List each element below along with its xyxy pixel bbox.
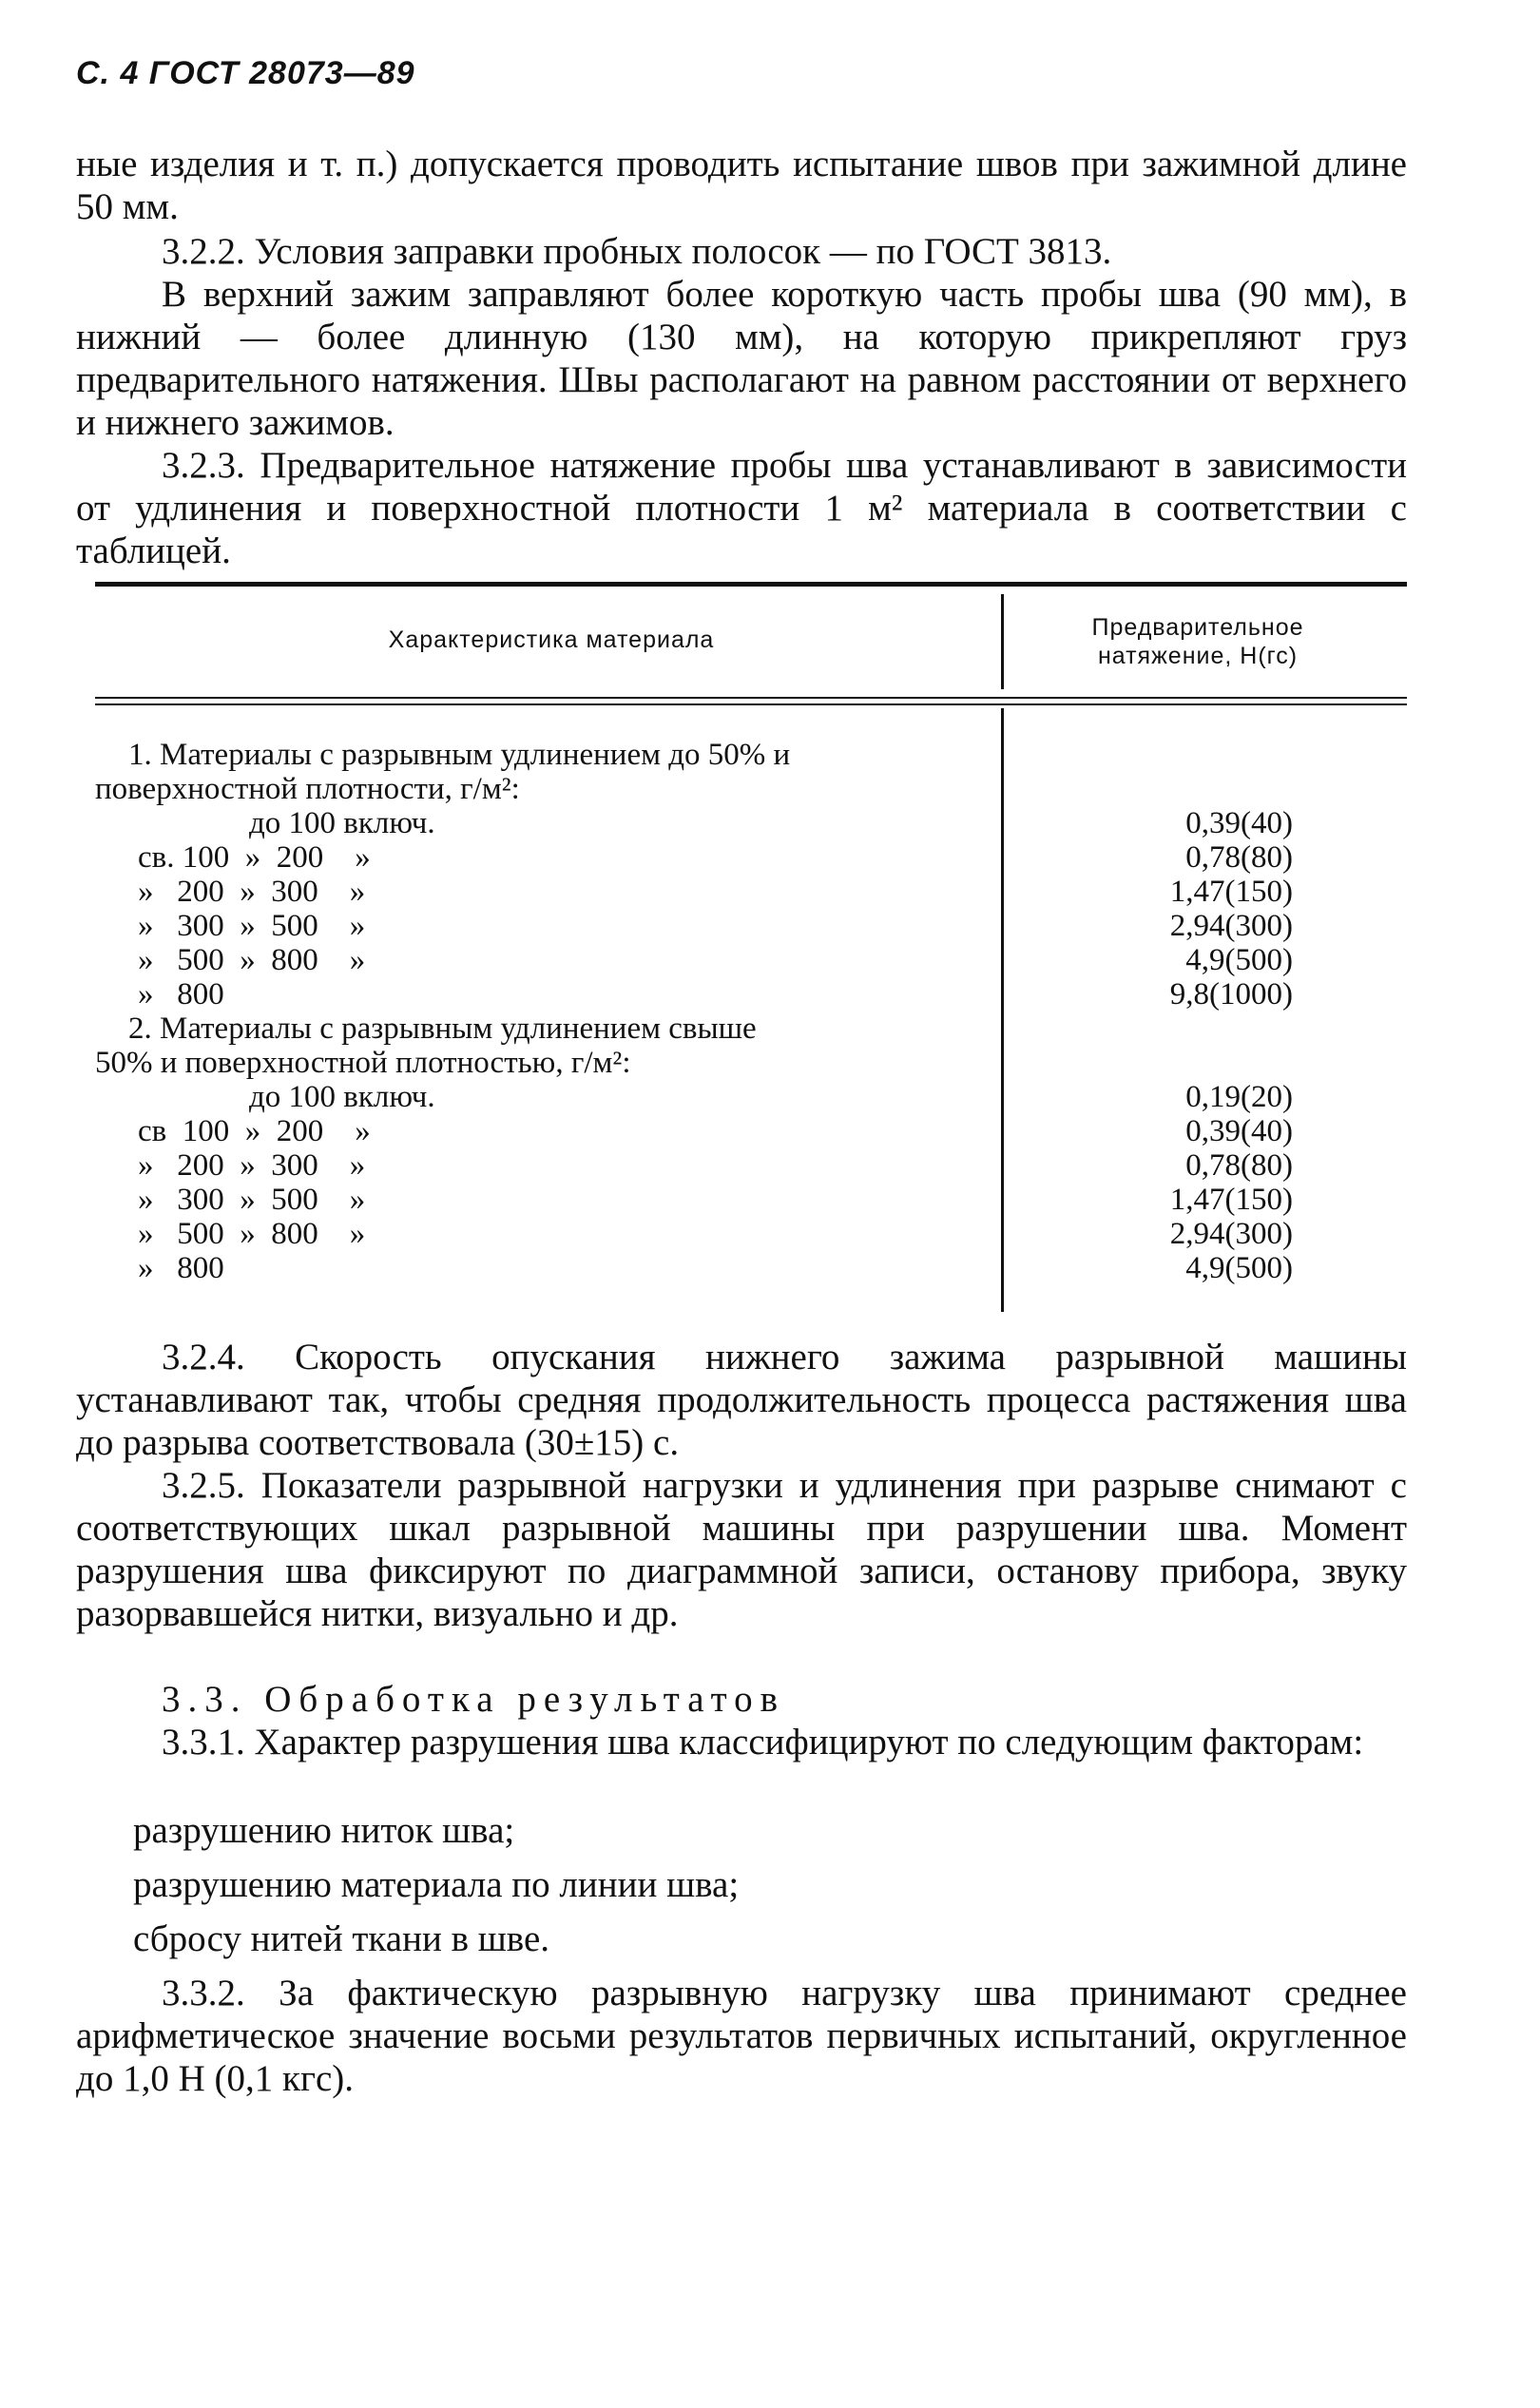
table-row-value: 0,39(40)	[1185, 1114, 1293, 1148]
list-item: разрушению ниток шва;	[133, 1810, 515, 1851]
table-row-label: » 800	[138, 1251, 224, 1285]
table-row-value: 0,39(40)	[1185, 806, 1293, 840]
table-row-value: 4,9(500)	[1185, 1251, 1293, 1285]
list-item: сбросу нитей ткани в шве.	[133, 1918, 550, 1959]
paragraph-3-2-3: 3.2.3. Предварительное натяжение пробы шва устанавливают в зависимости от удлинения и поверхностной плотности 1 м² материала в соответствии с таблицей.	[76, 445, 1407, 571]
table-top-rule	[95, 582, 1407, 587]
paragraph-continuation: ные изделия и т. п.) допускается проводить испытание швов при зажимной длине 50 мм.	[76, 144, 1407, 227]
table-header-rule-2	[95, 703, 1407, 705]
table-row-value: 0,78(80)	[1185, 1148, 1293, 1183]
paragraph-3-3-1: 3.3.1. Характер разрушения шва классифицируют по следующим факторам:	[162, 1722, 1364, 1763]
paragraph-clamp: В верхний зажим заправляют более короткую часть пробы шва (90 мм), в нижний — более длинную (130 мм), на которую прикрепляют груз предварительного натяжения. Швы располагают на равном расстоянии от верхнего и нижнего зажимов.	[76, 274, 1407, 443]
table-row-label: » 800	[138, 977, 224, 1011]
table-row-value: 1,47(150)	[1169, 875, 1293, 909]
table-row-label: до 100 включ.	[249, 806, 435, 840]
paragraph-3-2-2: 3.2.2. Условия заправки пробных полосок — по ГОСТ 3813.	[162, 231, 1112, 272]
table-row-value: 2,94(300)	[1169, 909, 1293, 943]
page-header: С. 4 ГОСТ 28073—89	[76, 55, 415, 91]
group2-title: 2. Материалы с разрывным удлинением свыше	[128, 1011, 757, 1046]
table-header-divider	[1001, 594, 1004, 689]
group2-title-cont: 50% и поверхностной плотностью, г/м²:	[95, 1046, 631, 1080]
table-row-label: » 500 » 800 »	[138, 943, 366, 977]
table-row-label: » 300 » 500 »	[138, 909, 366, 943]
table-row-value: 0,78(80)	[1185, 840, 1293, 875]
group1-title-cont: поверхностной плотности, г/м²:	[95, 772, 520, 806]
table-header-material: Характеристика материала	[388, 626, 715, 653]
table-row-value: 4,9(500)	[1185, 943, 1293, 977]
table-row-label: до 100 включ.	[249, 1080, 435, 1114]
table-row-label: » 200 » 300 »	[138, 875, 366, 909]
section-heading-3-3: 3.3. Обработка результатов	[162, 1679, 786, 1720]
paragraph-3-3-2: 3.3.2. За фактическую разрывную нагрузку шва принимают среднее арифметическое значение восьми результатов первичных испытаний, округленное до 1,0 Н (0,1 кгс).	[76, 1973, 1407, 2099]
table-row-label: » 500 » 800 »	[138, 1217, 366, 1251]
table-row-label: » 200 » 300 »	[138, 1148, 366, 1183]
table-header-tension: Предварительное натяжение, Н(гс)	[1091, 614, 1304, 669]
table-header-rule-1	[95, 697, 1407, 699]
table-body-divider	[1001, 708, 1004, 1312]
table-row-label: св. 100 » 200 »	[138, 840, 371, 875]
table-row-value: 2,94(300)	[1169, 1217, 1293, 1251]
table-row-value: 1,47(150)	[1169, 1183, 1293, 1217]
table-row-label: св 100 » 200 »	[138, 1114, 371, 1148]
table-row-value: 0,19(20)	[1185, 1080, 1293, 1114]
paragraph-3-2-5: 3.2.5. Показатели разрывной нагрузки и удлинения при разрыве снимают с соответствующих шкал разрывной машины при разрушении шва. Момент разрушения шва фиксируют по диаграммной записи, останову прибора, звуку разорвавшейся нитки, визуально и др.	[76, 1465, 1407, 1634]
table-row-value: 9,8(1000)	[1169, 977, 1293, 1011]
group1-title: 1. Материалы с разрывным удлинением до 50% и	[128, 738, 791, 772]
paragraph-3-2-4: 3.2.4. Скорость опускания нижнего зажима разрывной машины устанавливают так, чтобы средняя продолжительность процесса растяжения шва до разрыва соответствовала (30±15) с.	[76, 1337, 1407, 1463]
table-row-label: » 300 » 500 »	[138, 1183, 366, 1217]
list-item: разрушению материала по линии шва;	[133, 1864, 740, 1905]
